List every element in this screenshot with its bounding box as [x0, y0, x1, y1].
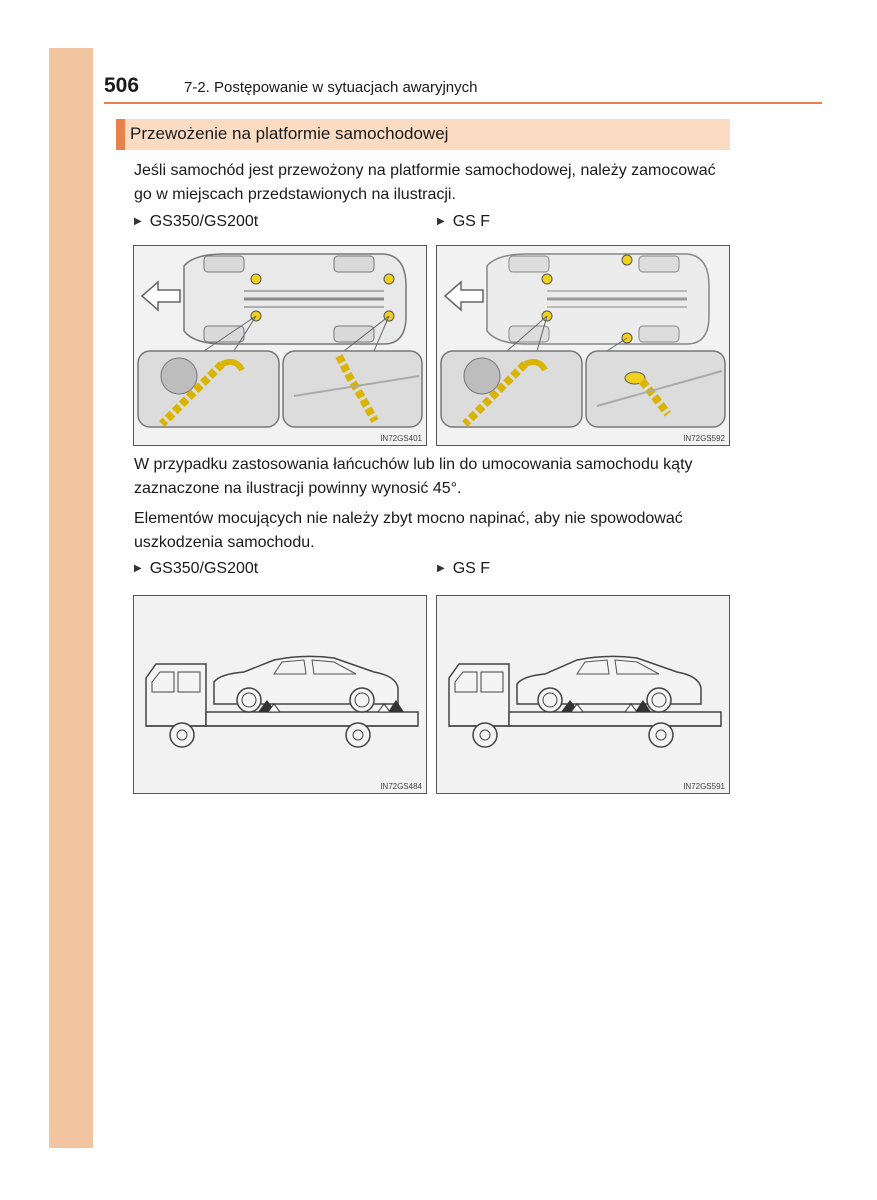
header-rule [104, 102, 822, 104]
figure-tow-truck-gs350 [133, 595, 427, 794]
chapter-title: 7-2. Postępowanie w sytuacjach awaryjnych [184, 79, 478, 96]
page-header [104, 74, 822, 104]
underbody-illustration [437, 246, 729, 445]
model-label-gs350-top [134, 213, 258, 231]
section-heading-bar [116, 119, 125, 150]
model-label-text: GS F [452, 213, 491, 230]
figure-code: IN72GS591 [683, 782, 725, 791]
model-label-gsf-bottom [437, 560, 490, 578]
figure-code: IN72GS592 [683, 434, 725, 443]
figure-tow-truck-gsf [436, 595, 730, 794]
model-label-text: GS350/GS200t [149, 213, 259, 230]
figure-underbody-gs350 [133, 245, 427, 446]
figure-code: IN72GS401 [380, 434, 422, 443]
figure-code: IN72GS484 [380, 782, 422, 791]
intro-paragraph: Jeśli samochód jest przewożony na platformie samochodowej, należy zamocować go w miejscach przedstawionych na ilustracji. [134, 162, 716, 203]
figure-underbody-gsf [436, 245, 730, 446]
section-title: Przewożenie na platformie samochodowej [130, 124, 449, 143]
triangle-bullet-icon: ▶ [437, 216, 445, 227]
tow-truck-illustration [134, 596, 426, 793]
model-label-gs350-bottom [134, 560, 258, 578]
model-label-text: GS350/GS200t [149, 560, 259, 577]
model-label-gsf-top [437, 213, 490, 231]
angle-paragraph: W przypadku zastosowania łańcuchów lub lin do umocowania samochodu kąty zaznaczone na ilustracji powinny wynosić 45°. [134, 456, 693, 497]
page-number: 506 [104, 74, 140, 97]
underbody-illustration [134, 246, 426, 445]
triangle-bullet-icon: ▶ [437, 563, 445, 574]
chapter-side-tab [49, 48, 93, 1148]
tow-truck-illustration [437, 596, 729, 793]
section-heading [116, 119, 730, 150]
triangle-bullet-icon: ▶ [134, 563, 142, 574]
model-label-text: GS F [452, 560, 491, 577]
triangle-bullet-icon: ▶ [134, 216, 142, 227]
tension-paragraph: Elementów mocujących nie należy zbyt mocno napinać, aby nie spowodować uszkodzenia samochodu. [134, 510, 683, 551]
